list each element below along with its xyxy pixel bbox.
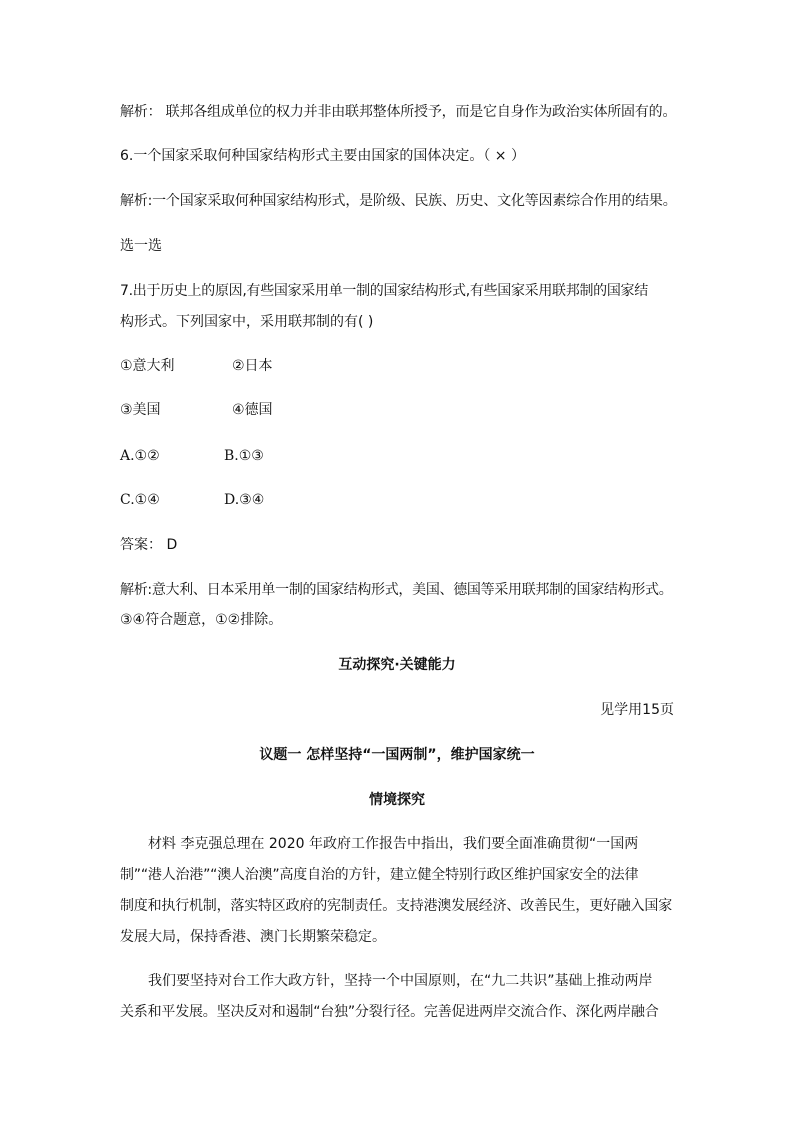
item-1: ①意大利 [120, 358, 175, 374]
item-3: ③美国 [120, 402, 161, 418]
paragraph-1-line-4: 发展大局，保持香港、澳门长期繁荣稳定。 [120, 929, 386, 945]
option-d: D.③④ [224, 492, 265, 508]
item-2: ②日本 [232, 358, 273, 374]
question-6: 6.一个国家采取何种国家结构形式主要由国家的国体决定。（ × ） [120, 148, 525, 164]
situation-heading: 情境探究 [369, 792, 425, 808]
option-a: A.①② [120, 448, 160, 464]
paragraph-1-line-1: 材料 李克强总理在 2020 年政府工作报告中指出，我们要全面准确贯彻“一国两 [148, 836, 639, 852]
analysis-q7-line-2: ③④符合题意，①②排除。 [120, 612, 283, 628]
analysis-q7-line-1: 解析:意大利、日本采用单一制的国家结构形式，美国、德国等采用联邦制的国家结构形式。 [120, 582, 673, 598]
paragraph-1-line-2: 制”“港人治港”“澳人治澳”高度自治的方针，建立健全特别行政区维护国家安全的法律 [120, 867, 639, 883]
topic-title: 议题一 怎样坚持“一国两制”，维护国家统一 [259, 747, 535, 763]
answer: 答案： D [120, 537, 178, 553]
question-7-line-2: 构形式。下列国家中，采用联邦制的有( ) [120, 314, 374, 330]
analysis-q5: 解析： 联邦各组成单位的权力并非由联邦整体所授予，而是它自身作为政治实体所固有的。 [120, 104, 677, 120]
paragraph-2-line-2: 关系和平发展。坚决反对和遏制“台独”分裂行径。完善促进两岸交流合作、深化两岸融合 [120, 1004, 659, 1020]
section-choose: 选一选 [120, 238, 162, 254]
heading-interactive: 互动探究·关键能力 [338, 657, 456, 673]
option-b: B.①③ [224, 448, 264, 464]
option-c: C.①④ [120, 492, 160, 508]
page-reference: 见学用15页 [600, 702, 674, 718]
paragraph-2-line-1: 我们要坚持对台工作大政方针，坚持一个中国原则，在“九二共识”基础上推动两岸 [148, 973, 653, 989]
item-4: ④德国 [232, 402, 273, 418]
paragraph-1-line-3: 制度和执行机制，落实特区政府的宪制责任。支持港澳发展经济、改善民生，更好融入国家 [120, 898, 672, 914]
analysis-q6: 解析:一个国家采取何种国家结构形式，是阶级、民族、历史、文化等因素综合作用的结果。 [120, 193, 677, 209]
question-7-line-1: 7.出于历史上的原因,有些国家采用单一制的国家结构形式,有些国家采用联邦制的国家结 [120, 283, 648, 299]
